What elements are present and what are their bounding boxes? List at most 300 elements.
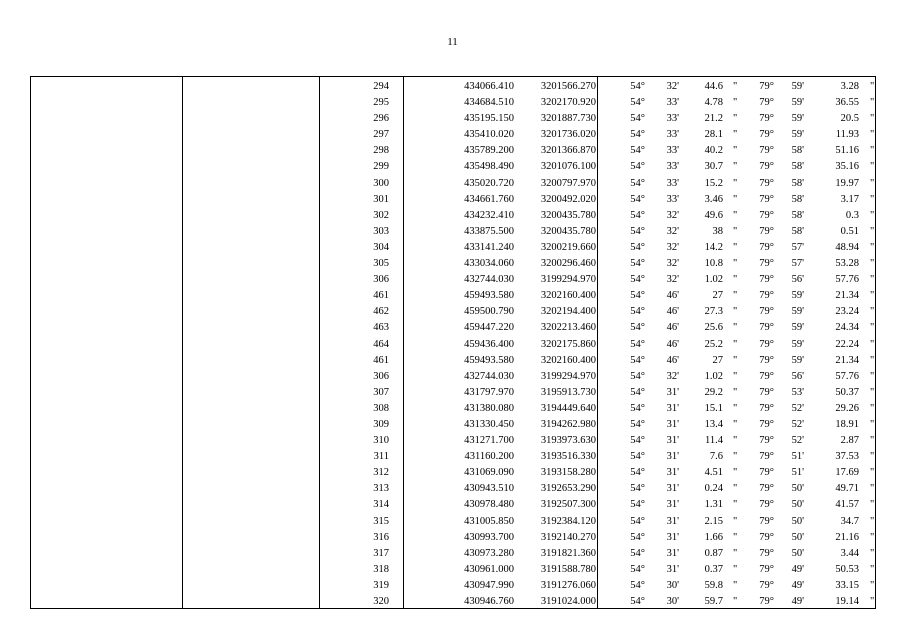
table-row bbox=[31, 95, 875, 111]
latitude-minutes-cell: 32' bbox=[666, 258, 679, 270]
table-row bbox=[31, 304, 875, 320]
latitude-minutes-cell: 33' bbox=[666, 161, 679, 173]
longitude-minutes-cell: 49' bbox=[791, 596, 804, 607]
table-body bbox=[31, 79, 875, 610]
latitude-minutes-cell: 31' bbox=[666, 418, 679, 430]
point-number-cell: 301 bbox=[373, 193, 389, 205]
longitude-minutes-cell: 59' bbox=[791, 322, 804, 334]
longitude-degrees-cell: 79° bbox=[759, 435, 774, 447]
longitude-degrees-cell: 79° bbox=[759, 241, 774, 253]
latitude-seconds-mark-cell: " bbox=[733, 483, 738, 495]
longitude-seconds-cell: 19.97 bbox=[835, 177, 859, 189]
latitude-degrees-cell: 54° bbox=[630, 225, 645, 237]
point-number-cell: 309 bbox=[373, 418, 389, 430]
longitude-degrees-cell: 79° bbox=[759, 402, 774, 414]
longitude-minutes-cell: 50' bbox=[791, 515, 804, 527]
longitude-minutes-cell: 49' bbox=[791, 563, 804, 575]
longitude-seconds-cell: 51.16 bbox=[835, 145, 859, 157]
longitude-seconds-cell: 41.57 bbox=[835, 499, 859, 511]
longitude-degrees-cell: 79° bbox=[759, 129, 774, 141]
longitude-seconds-cell: 20.5 bbox=[840, 113, 859, 125]
longitude-degrees-cell: 79° bbox=[759, 515, 774, 527]
x-coordinate-cell: 430978.480 bbox=[464, 499, 514, 511]
latitude-minutes-cell: 46' bbox=[666, 354, 679, 366]
y-coordinate-cell: 3200435.780 bbox=[540, 209, 596, 221]
longitude-seconds-mark-cell: " bbox=[870, 418, 875, 430]
latitude-seconds-mark-cell: " bbox=[733, 225, 738, 237]
point-number-cell: 303 bbox=[373, 225, 389, 237]
longitude-minutes-cell: 59' bbox=[791, 290, 804, 302]
longitude-seconds-mark-cell: " bbox=[870, 81, 875, 92]
latitude-seconds-cell: 4.51 bbox=[704, 467, 723, 479]
latitude-degrees-cell: 54° bbox=[630, 386, 645, 398]
longitude-minutes-cell: 58' bbox=[791, 225, 804, 237]
latitude-minutes-cell: 33' bbox=[666, 177, 679, 189]
longitude-minutes-cell: 59' bbox=[791, 338, 804, 350]
latitude-minutes-cell: 32' bbox=[666, 81, 679, 92]
latitude-degrees-cell: 54° bbox=[630, 193, 645, 205]
latitude-minutes-cell: 46' bbox=[666, 338, 679, 350]
latitude-seconds-cell: 0.87 bbox=[704, 547, 723, 559]
table-row bbox=[31, 481, 875, 497]
longitude-degrees-cell: 79° bbox=[759, 274, 774, 286]
latitude-seconds-mark-cell: " bbox=[733, 402, 738, 414]
y-coordinate-cell: 3191024.000 bbox=[540, 596, 596, 607]
latitude-degrees-cell: 54° bbox=[630, 467, 645, 479]
longitude-minutes-cell: 52' bbox=[791, 418, 804, 430]
longitude-seconds-mark-cell: " bbox=[870, 531, 875, 543]
table-row bbox=[31, 320, 875, 336]
latitude-seconds-mark-cell: " bbox=[733, 435, 738, 447]
y-coordinate-cell: 3202170.920 bbox=[540, 97, 596, 109]
point-number-cell: 302 bbox=[373, 209, 389, 221]
latitude-seconds-mark-cell: " bbox=[733, 81, 738, 92]
latitude-seconds-mark-cell: " bbox=[733, 274, 738, 286]
longitude-minutes-cell: 58' bbox=[791, 209, 804, 221]
latitude-minutes-cell: 46' bbox=[666, 322, 679, 334]
latitude-minutes-cell: 32' bbox=[666, 225, 679, 237]
latitude-minutes-cell: 30' bbox=[666, 596, 679, 607]
y-coordinate-cell: 3202160.400 bbox=[540, 290, 596, 302]
longitude-degrees-cell: 79° bbox=[759, 483, 774, 495]
latitude-minutes-cell: 31' bbox=[666, 563, 679, 575]
point-number-cell: 298 bbox=[373, 145, 389, 157]
longitude-seconds-cell: 24.34 bbox=[835, 322, 859, 334]
latitude-seconds-mark-cell: " bbox=[733, 418, 738, 430]
y-coordinate-cell: 3200219.660 bbox=[540, 241, 596, 253]
longitude-seconds-mark-cell: " bbox=[870, 306, 875, 318]
table-row bbox=[31, 530, 875, 546]
longitude-degrees-cell: 79° bbox=[759, 386, 774, 398]
latitude-minutes-cell: 31' bbox=[666, 451, 679, 463]
table-row bbox=[31, 192, 875, 208]
latitude-seconds-cell: 27 bbox=[712, 354, 723, 366]
latitude-seconds-cell: 1.02 bbox=[704, 274, 723, 286]
table-row bbox=[31, 385, 875, 401]
table-row bbox=[31, 353, 875, 369]
x-coordinate-cell: 435020.720 bbox=[464, 177, 514, 189]
latitude-seconds-mark-cell: " bbox=[733, 241, 738, 253]
table-row bbox=[31, 256, 875, 272]
table-row bbox=[31, 401, 875, 417]
table-row bbox=[31, 111, 875, 127]
latitude-seconds-cell: 11.4 bbox=[705, 435, 723, 447]
latitude-seconds-cell: 0.37 bbox=[704, 563, 723, 575]
latitude-degrees-cell: 54° bbox=[630, 129, 645, 141]
point-number-cell: 306 bbox=[373, 274, 389, 286]
x-coordinate-cell: 431069.090 bbox=[464, 467, 514, 479]
table-row bbox=[31, 79, 875, 95]
latitude-seconds-cell: 25.6 bbox=[704, 322, 723, 334]
latitude-degrees-cell: 54° bbox=[630, 531, 645, 543]
longitude-seconds-cell: 36.55 bbox=[835, 97, 859, 109]
latitude-degrees-cell: 54° bbox=[630, 161, 645, 173]
longitude-minutes-cell: 59' bbox=[791, 306, 804, 318]
longitude-degrees-cell: 79° bbox=[759, 193, 774, 205]
latitude-seconds-cell: 30.7 bbox=[704, 161, 723, 173]
latitude-degrees-cell: 54° bbox=[630, 306, 645, 318]
longitude-seconds-cell: 48.94 bbox=[835, 241, 859, 253]
longitude-seconds-mark-cell: " bbox=[870, 579, 875, 591]
x-coordinate-cell: 430943.510 bbox=[464, 483, 514, 495]
longitude-minutes-cell: 52' bbox=[791, 402, 804, 414]
latitude-seconds-cell: 25.2 bbox=[704, 338, 723, 350]
y-coordinate-cell: 3194449.640 bbox=[540, 402, 596, 414]
latitude-degrees-cell: 54° bbox=[630, 274, 645, 286]
table-row bbox=[31, 208, 875, 224]
latitude-minutes-cell: 33' bbox=[666, 113, 679, 125]
longitude-degrees-cell: 79° bbox=[759, 306, 774, 318]
y-coordinate-cell: 3193516.330 bbox=[540, 451, 596, 463]
latitude-seconds-mark-cell: " bbox=[733, 547, 738, 559]
y-coordinate-cell: 3201076.100 bbox=[540, 161, 596, 173]
longitude-seconds-cell: 57.76 bbox=[835, 370, 859, 382]
longitude-degrees-cell: 79° bbox=[759, 161, 774, 173]
latitude-seconds-mark-cell: " bbox=[733, 499, 738, 511]
latitude-minutes-cell: 31' bbox=[666, 467, 679, 479]
latitude-minutes-cell: 31' bbox=[666, 499, 679, 511]
longitude-minutes-cell: 50' bbox=[791, 531, 804, 543]
latitude-degrees-cell: 54° bbox=[630, 547, 645, 559]
latitude-degrees-cell: 54° bbox=[630, 579, 645, 591]
longitude-seconds-cell: 18.91 bbox=[835, 418, 859, 430]
longitude-minutes-cell: 59' bbox=[791, 97, 804, 109]
x-coordinate-cell: 431330.450 bbox=[464, 418, 514, 430]
point-number-cell: 297 bbox=[373, 129, 389, 141]
x-coordinate-cell: 434066.410 bbox=[464, 81, 514, 92]
point-number-cell: 313 bbox=[373, 483, 389, 495]
latitude-degrees-cell: 54° bbox=[630, 499, 645, 511]
longitude-degrees-cell: 79° bbox=[759, 418, 774, 430]
y-coordinate-cell: 3192140.270 bbox=[540, 531, 596, 543]
latitude-seconds-cell: 1.66 bbox=[704, 531, 723, 543]
latitude-seconds-cell: 15.2 bbox=[704, 177, 723, 189]
table-row bbox=[31, 465, 875, 481]
latitude-degrees-cell: 54° bbox=[630, 241, 645, 253]
latitude-seconds-cell: 27.3 bbox=[704, 306, 723, 318]
longitude-seconds-mark-cell: " bbox=[870, 483, 875, 495]
longitude-seconds-mark-cell: " bbox=[870, 322, 875, 334]
table-row bbox=[31, 562, 875, 578]
point-number-cell: 315 bbox=[373, 515, 389, 527]
x-coordinate-cell: 459436.400 bbox=[464, 338, 514, 350]
latitude-seconds-mark-cell: " bbox=[733, 97, 738, 109]
longitude-seconds-cell: 11.93 bbox=[835, 129, 859, 141]
latitude-degrees-cell: 54° bbox=[630, 258, 645, 270]
x-coordinate-cell: 430946.760 bbox=[464, 596, 514, 607]
x-coordinate-cell: 459500.790 bbox=[464, 306, 514, 318]
y-coordinate-cell: 3202160.400 bbox=[540, 354, 596, 366]
point-number-cell: 314 bbox=[373, 499, 389, 511]
y-coordinate-cell: 3191276.060 bbox=[540, 579, 596, 591]
latitude-seconds-cell: 21.2 bbox=[704, 113, 723, 125]
longitude-degrees-cell: 79° bbox=[759, 258, 774, 270]
latitude-seconds-cell: 49.6 bbox=[704, 209, 723, 221]
x-coordinate-cell: 431160.200 bbox=[464, 451, 514, 463]
table-row bbox=[31, 288, 875, 304]
longitude-seconds-mark-cell: " bbox=[870, 290, 875, 302]
longitude-seconds-cell: 3.28 bbox=[840, 81, 859, 92]
point-number-cell: 312 bbox=[373, 467, 389, 479]
longitude-seconds-cell: 0.51 bbox=[840, 225, 859, 237]
longitude-minutes-cell: 58' bbox=[791, 161, 804, 173]
latitude-degrees-cell: 54° bbox=[630, 209, 645, 221]
latitude-degrees-cell: 54° bbox=[630, 145, 645, 157]
x-coordinate-cell: 434684.510 bbox=[464, 97, 514, 109]
table-row bbox=[31, 143, 875, 159]
point-number-cell: 320 bbox=[373, 596, 389, 607]
longitude-seconds-cell: 50.37 bbox=[835, 386, 859, 398]
longitude-seconds-cell: 57.76 bbox=[835, 274, 859, 286]
x-coordinate-cell: 431797.970 bbox=[464, 386, 514, 398]
longitude-seconds-mark-cell: " bbox=[870, 386, 875, 398]
longitude-degrees-cell: 79° bbox=[759, 209, 774, 221]
latitude-seconds-mark-cell: " bbox=[733, 451, 738, 463]
latitude-seconds-cell: 7.6 bbox=[709, 451, 723, 463]
longitude-degrees-cell: 79° bbox=[759, 563, 774, 575]
longitude-seconds-cell: 29.26 bbox=[835, 402, 859, 414]
x-coordinate-cell: 433875.500 bbox=[464, 225, 514, 237]
longitude-degrees-cell: 79° bbox=[759, 370, 774, 382]
latitude-degrees-cell: 54° bbox=[630, 322, 645, 334]
latitude-minutes-cell: 46' bbox=[666, 290, 679, 302]
y-coordinate-cell: 3201887.730 bbox=[540, 113, 596, 125]
longitude-seconds-mark-cell: " bbox=[870, 499, 875, 511]
table-row bbox=[31, 497, 875, 513]
longitude-seconds-cell: 37.53 bbox=[835, 451, 859, 463]
x-coordinate-cell: 430961.000 bbox=[464, 563, 514, 575]
latitude-seconds-cell: 27 bbox=[712, 290, 723, 302]
table-row bbox=[31, 176, 875, 192]
latitude-seconds-cell: 4.78 bbox=[704, 97, 723, 109]
point-number-cell: 294 bbox=[373, 81, 389, 92]
longitude-minutes-cell: 59' bbox=[791, 81, 804, 92]
longitude-seconds-mark-cell: " bbox=[870, 113, 875, 125]
y-coordinate-cell: 3192653.290 bbox=[540, 483, 596, 495]
y-coordinate-cell: 3202175.860 bbox=[540, 338, 596, 350]
longitude-seconds-cell: 49.71 bbox=[835, 483, 859, 495]
longitude-degrees-cell: 79° bbox=[759, 177, 774, 189]
x-coordinate-cell: 430973.280 bbox=[464, 547, 514, 559]
longitude-minutes-cell: 50' bbox=[791, 483, 804, 495]
point-number-cell: 462 bbox=[373, 306, 389, 318]
latitude-degrees-cell: 54° bbox=[630, 596, 645, 607]
latitude-degrees-cell: 54° bbox=[630, 451, 645, 463]
point-number-cell: 464 bbox=[373, 338, 389, 350]
longitude-seconds-mark-cell: " bbox=[870, 225, 875, 237]
latitude-seconds-mark-cell: " bbox=[733, 145, 738, 157]
x-coordinate-cell: 435789.200 bbox=[464, 145, 514, 157]
point-number-cell: 463 bbox=[373, 322, 389, 334]
page-number: 11 bbox=[447, 36, 458, 48]
y-coordinate-cell: 3194262.980 bbox=[540, 418, 596, 430]
table-row bbox=[31, 546, 875, 562]
latitude-minutes-cell: 32' bbox=[666, 209, 679, 221]
latitude-degrees-cell: 54° bbox=[630, 113, 645, 125]
latitude-seconds-mark-cell: " bbox=[733, 306, 738, 318]
longitude-minutes-cell: 57' bbox=[791, 258, 804, 270]
table-row bbox=[31, 224, 875, 240]
longitude-seconds-cell: 21.16 bbox=[835, 531, 859, 543]
longitude-minutes-cell: 50' bbox=[791, 499, 804, 511]
y-coordinate-cell: 3192384.120 bbox=[540, 515, 596, 527]
table-row bbox=[31, 272, 875, 288]
x-coordinate-cell: 431005.850 bbox=[464, 515, 514, 527]
longitude-seconds-mark-cell: " bbox=[870, 547, 875, 559]
y-coordinate-cell: 3195913.730 bbox=[540, 386, 596, 398]
longitude-degrees-cell: 79° bbox=[759, 596, 774, 607]
longitude-minutes-cell: 52' bbox=[791, 435, 804, 447]
longitude-seconds-cell: 21.34 bbox=[835, 290, 859, 302]
latitude-seconds-cell: 40.2 bbox=[704, 145, 723, 157]
latitude-minutes-cell: 31' bbox=[666, 402, 679, 414]
latitude-seconds-cell: 59.8 bbox=[704, 579, 723, 591]
latitude-seconds-mark-cell: " bbox=[733, 563, 738, 575]
longitude-degrees-cell: 79° bbox=[759, 547, 774, 559]
latitude-seconds-cell: 1.02 bbox=[704, 370, 723, 382]
latitude-minutes-cell: 33' bbox=[666, 129, 679, 141]
longitude-seconds-cell: 53.28 bbox=[835, 258, 859, 270]
longitude-seconds-cell: 22.24 bbox=[835, 338, 859, 350]
longitude-minutes-cell: 51' bbox=[791, 467, 804, 479]
latitude-minutes-cell: 46' bbox=[666, 306, 679, 318]
point-number-cell: 317 bbox=[373, 547, 389, 559]
longitude-seconds-cell: 3.17 bbox=[840, 193, 859, 205]
point-number-cell: 304 bbox=[373, 241, 389, 253]
longitude-seconds-cell: 2.87 bbox=[840, 435, 859, 447]
longitude-seconds-cell: 35.16 bbox=[835, 161, 859, 173]
longitude-minutes-cell: 51' bbox=[791, 451, 804, 463]
table-row bbox=[31, 433, 875, 449]
longitude-degrees-cell: 79° bbox=[759, 579, 774, 591]
y-coordinate-cell: 3200296.460 bbox=[540, 258, 596, 270]
longitude-minutes-cell: 49' bbox=[791, 579, 804, 591]
longitude-degrees-cell: 79° bbox=[759, 531, 774, 543]
longitude-minutes-cell: 56' bbox=[791, 274, 804, 286]
x-coordinate-cell: 431380.080 bbox=[464, 402, 514, 414]
x-coordinate-cell: 432744.030 bbox=[464, 370, 514, 382]
longitude-seconds-mark-cell: " bbox=[870, 515, 875, 527]
latitude-seconds-mark-cell: " bbox=[733, 177, 738, 189]
latitude-minutes-cell: 31' bbox=[666, 435, 679, 447]
longitude-minutes-cell: 58' bbox=[791, 145, 804, 157]
latitude-degrees-cell: 54° bbox=[630, 418, 645, 430]
latitude-minutes-cell: 32' bbox=[666, 370, 679, 382]
x-coordinate-cell: 432744.030 bbox=[464, 274, 514, 286]
latitude-seconds-mark-cell: " bbox=[733, 596, 738, 607]
longitude-seconds-cell: 0.3 bbox=[845, 209, 859, 221]
longitude-seconds-mark-cell: " bbox=[870, 435, 875, 447]
latitude-degrees-cell: 54° bbox=[630, 97, 645, 109]
latitude-minutes-cell: 31' bbox=[666, 547, 679, 559]
latitude-seconds-mark-cell: " bbox=[733, 290, 738, 302]
longitude-minutes-cell: 56' bbox=[791, 370, 804, 382]
longitude-minutes-cell: 50' bbox=[791, 547, 804, 559]
latitude-seconds-cell: 1.31 bbox=[704, 499, 723, 511]
latitude-degrees-cell: 54° bbox=[630, 338, 645, 350]
longitude-degrees-cell: 79° bbox=[759, 451, 774, 463]
point-number-cell: 300 bbox=[373, 177, 389, 189]
latitude-degrees-cell: 54° bbox=[630, 435, 645, 447]
longitude-degrees-cell: 79° bbox=[759, 467, 774, 479]
x-coordinate-cell: 459493.580 bbox=[464, 290, 514, 302]
longitude-seconds-mark-cell: " bbox=[870, 563, 875, 575]
x-coordinate-cell: 435498.490 bbox=[464, 161, 514, 173]
longitude-minutes-cell: 58' bbox=[791, 177, 804, 189]
longitude-seconds-mark-cell: " bbox=[870, 241, 875, 253]
y-coordinate-cell: 3202194.400 bbox=[540, 306, 596, 318]
latitude-seconds-mark-cell: " bbox=[733, 531, 738, 543]
latitude-minutes-cell: 32' bbox=[666, 241, 679, 253]
table-row bbox=[31, 578, 875, 594]
table-row bbox=[31, 127, 875, 143]
longitude-seconds-mark-cell: " bbox=[870, 596, 875, 607]
longitude-degrees-cell: 79° bbox=[759, 81, 774, 92]
latitude-seconds-mark-cell: " bbox=[733, 467, 738, 479]
y-coordinate-cell: 3200492.020 bbox=[540, 193, 596, 205]
latitude-seconds-cell: 14.2 bbox=[704, 241, 723, 253]
x-coordinate-cell: 431271.700 bbox=[464, 435, 514, 447]
longitude-seconds-mark-cell: " bbox=[870, 370, 875, 382]
point-number-cell: 311 bbox=[373, 451, 389, 463]
latitude-degrees-cell: 54° bbox=[630, 563, 645, 575]
x-coordinate-cell: 433141.240 bbox=[464, 241, 514, 253]
longitude-degrees-cell: 79° bbox=[759, 338, 774, 350]
latitude-minutes-cell: 33' bbox=[666, 97, 679, 109]
latitude-minutes-cell: 32' bbox=[666, 274, 679, 286]
y-coordinate-cell: 3191588.780 bbox=[540, 563, 596, 575]
table-row bbox=[31, 369, 875, 385]
x-coordinate-cell: 459447.220 bbox=[464, 322, 514, 334]
latitude-minutes-cell: 31' bbox=[666, 386, 679, 398]
latitude-minutes-cell: 30' bbox=[666, 579, 679, 591]
point-number-cell: 310 bbox=[373, 435, 389, 447]
latitude-seconds-mark-cell: " bbox=[733, 354, 738, 366]
latitude-seconds-cell: 2.15 bbox=[704, 515, 723, 527]
longitude-seconds-cell: 50.53 bbox=[835, 563, 859, 575]
x-coordinate-cell: 434661.760 bbox=[464, 193, 514, 205]
latitude-seconds-mark-cell: " bbox=[733, 258, 738, 270]
y-coordinate-cell: 3200435.780 bbox=[540, 225, 596, 237]
latitude-seconds-cell: 15.1 bbox=[704, 402, 723, 414]
longitude-seconds-mark-cell: " bbox=[870, 451, 875, 463]
latitude-seconds-cell: 29.2 bbox=[704, 386, 723, 398]
y-coordinate-cell: 3199294.970 bbox=[540, 274, 596, 286]
longitude-seconds-mark-cell: " bbox=[870, 209, 875, 221]
longitude-seconds-mark-cell: " bbox=[870, 258, 875, 270]
latitude-seconds-cell: 59.7 bbox=[704, 596, 723, 607]
latitude-seconds-cell: 0.24 bbox=[704, 483, 723, 495]
